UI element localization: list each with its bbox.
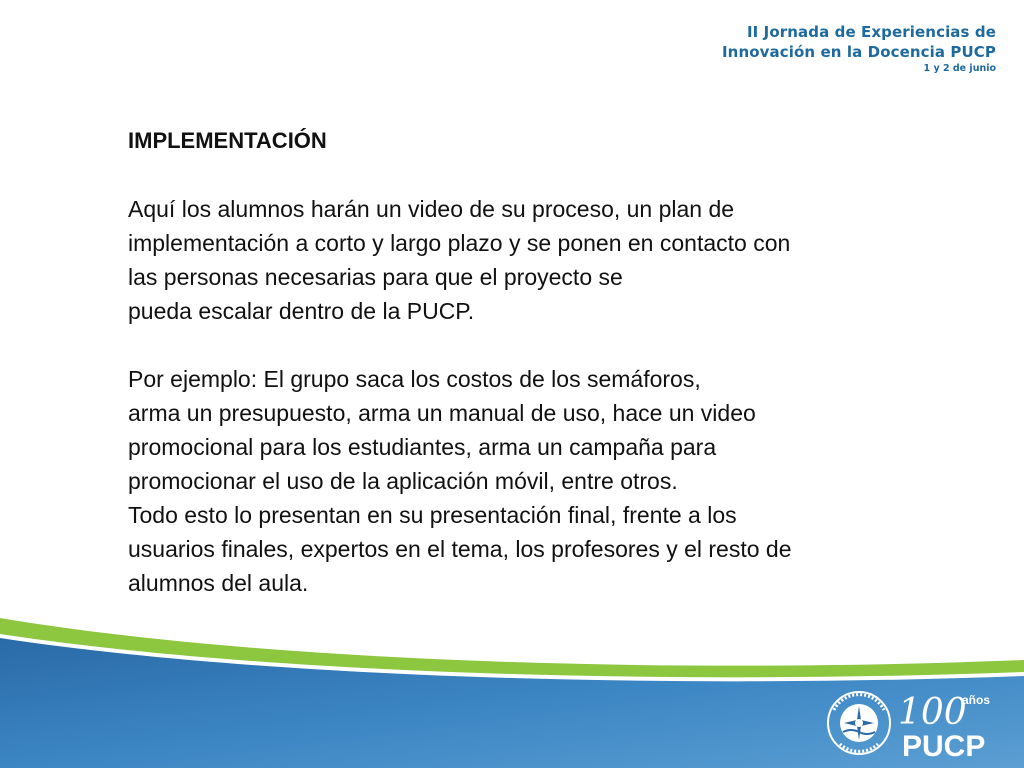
text-line: Por ejemplo: El grupo saca los costos de los semáforos,: [128, 366, 701, 392]
slide-heading: IMPLEMENTACIÓN: [128, 128, 327, 153]
text-line: Aquí los alumnos harán un video de su proceso, un plan de: [128, 196, 735, 222]
text-line: usuarios finales, expertos en el tema, los profesores y el resto de: [128, 536, 792, 562]
event-title-line2: Innovación en la Docencia PUCP: [722, 43, 996, 61]
brand-name: PUCP: [902, 730, 986, 760]
event-title-line1: II Jornada de Experiencias de: [746, 23, 996, 41]
text-line: arma un presupuesto, arma un manual de uso, hace un video: [128, 400, 756, 426]
text-line: pueda escalar dentro de la PUCP.: [128, 298, 475, 324]
paragraph-implementation: [128, 192, 908, 328]
anniversary-number: 100: [898, 692, 967, 733]
event-header: [722, 22, 996, 75]
slide-content: [128, 124, 908, 600]
paragraph-example: [128, 362, 908, 600]
text-line: promocionar el uso de la aplicación móvil, entre otros.: [128, 468, 678, 494]
text-line: alumnos del aula.: [128, 570, 309, 596]
text-line: Todo esto lo presentan en su presentación final, frente a los: [128, 502, 737, 528]
event-date: 1 y 2 de junio: [923, 63, 996, 74]
anniversary-word: años: [962, 693, 991, 707]
pucp-seal-logo: [826, 690, 892, 756]
text-line: promocional para los estudiantes, arma un campaña para: [128, 434, 717, 460]
text-line: implementación a corto y largo plazo y se ponen en contacto con: [128, 230, 791, 256]
text-line: las personas necesarias para que el proyecto se: [128, 264, 623, 290]
pucp-100-anos-logo: [896, 690, 1006, 760]
